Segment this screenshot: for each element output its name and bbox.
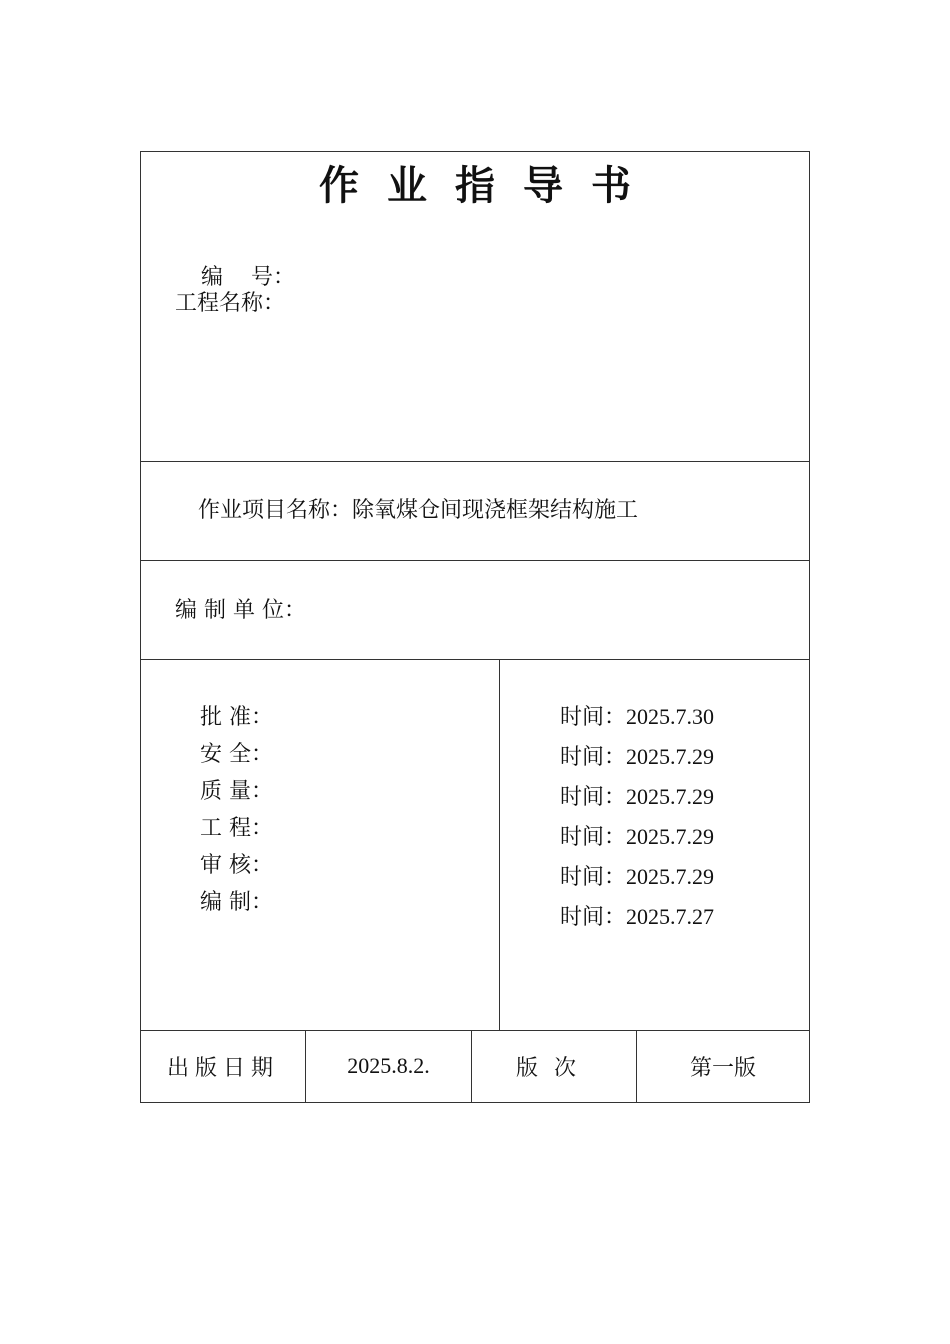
time-value: 2025.7.29: [626, 784, 715, 809]
role-review: 审 核：: [200, 853, 273, 878]
publish-date-label: 出版日期: [141, 1030, 306, 1102]
time-entry: [560, 737, 714, 777]
time-label: 时间：: [560, 864, 627, 889]
time-label: 时间：: [560, 824, 627, 849]
time-entry: [560, 777, 714, 817]
publish-date-value: 2025.8.2.: [306, 1030, 472, 1102]
time-label: 时间：: [560, 784, 627, 809]
role-compile: 编 制：: [200, 890, 273, 915]
time-value: 2025.7.30: [626, 704, 715, 729]
unit-label: 编 制 单 位：: [175, 598, 306, 623]
version-label: 版次: [472, 1030, 637, 1102]
work-item-line: [198, 497, 638, 525]
document-title: 作业指导书: [319, 162, 659, 209]
time-label: 时间：: [560, 904, 627, 929]
time-entry: [560, 697, 714, 737]
work-instruction-form: [140, 151, 810, 1103]
role-engineering: 工 程：: [200, 816, 273, 841]
role-list: [200, 699, 273, 921]
time-value: 2025.7.29: [626, 824, 715, 849]
time-value: 2025.7.29: [626, 744, 715, 769]
time-entry: [560, 897, 714, 937]
time-label: 时间：: [560, 744, 627, 769]
role-approve: 批 准：: [200, 705, 273, 730]
unit-section: [141, 560, 809, 660]
time-value: 2025.7.27: [626, 904, 715, 929]
footer-section: [141, 1030, 809, 1103]
time-entry: [560, 857, 714, 897]
code-label: 编 号：: [201, 265, 295, 290]
version-value: 第一版: [689, 1054, 756, 1080]
header-section: [141, 152, 809, 462]
time-label: 时间：: [560, 704, 627, 729]
time-list: [560, 697, 714, 937]
work-item-label: 作业项目名称：: [198, 498, 353, 523]
time-value: 2025.7.29: [626, 864, 715, 889]
project-name-label: 工程名称：: [175, 291, 286, 316]
work-item-value: 除氧煤仓间现浇框架结构施工: [352, 498, 639, 523]
time-column: [500, 659, 809, 1030]
role-column: [141, 659, 500, 1030]
role-quality: 质 量：: [200, 779, 273, 804]
role-safety: 安 全：: [200, 742, 273, 767]
signature-section: [141, 659, 809, 1031]
work-item-section: [141, 461, 809, 561]
time-entry: [560, 817, 714, 857]
